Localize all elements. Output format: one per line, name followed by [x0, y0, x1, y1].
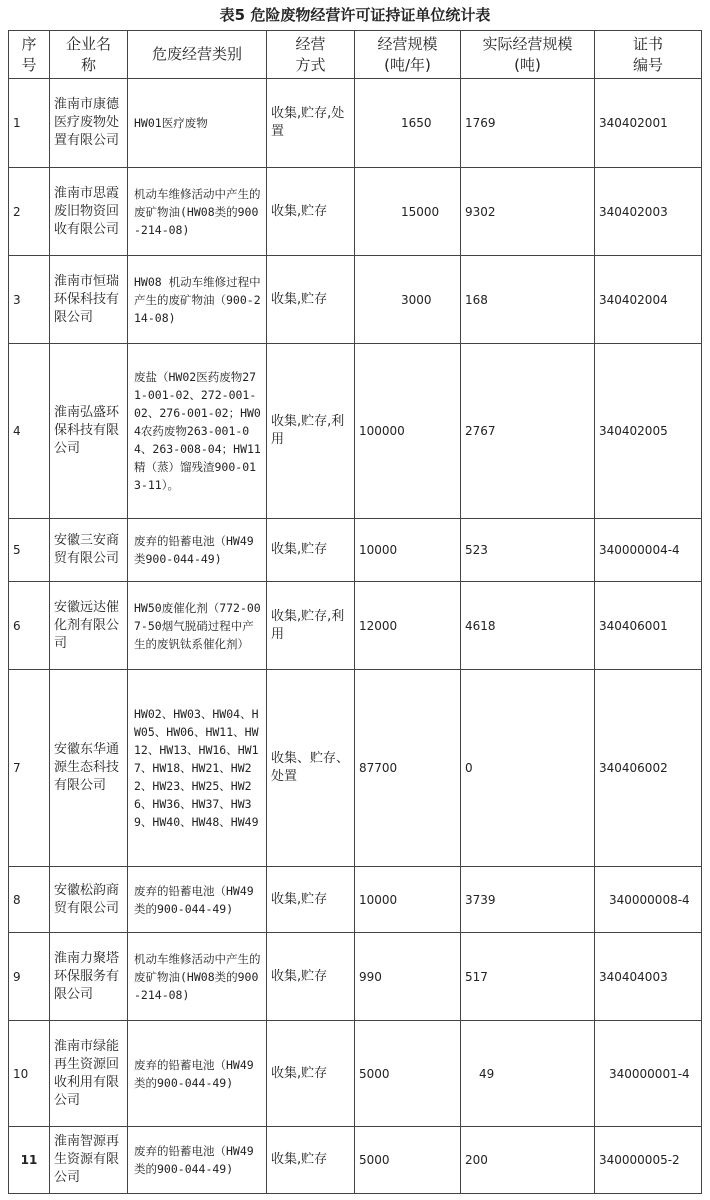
cell-seq: 11	[9, 1127, 50, 1194]
cell-company: 淮南力聚塔环保服务有限公司	[50, 933, 128, 1021]
cell-scale: 15000	[355, 168, 461, 256]
cell-category: 机动车维修活动中产生的废矿物油(HW08类的900-214-08)	[128, 168, 267, 256]
cell-seq: 1	[9, 79, 50, 168]
table-row	[9, 867, 702, 933]
cell-seq: 7	[9, 670, 50, 867]
cell-scale: 100000	[355, 344, 461, 519]
cell-company: 安徽三安商贸有限公司	[50, 519, 128, 582]
cell-company: 淮南弘盛环保科技有限公司	[50, 344, 128, 519]
cell-mode: 收集、贮存、处置	[267, 670, 355, 867]
cell-cert: 340402005	[595, 344, 702, 519]
cell-actual: 9302	[461, 168, 595, 256]
cell-cert: 340406002	[595, 670, 702, 867]
cell-company: 安徽松韵商贸有限公司	[50, 867, 128, 933]
cell-cert: 340000004-4	[595, 519, 702, 582]
cell-actual: 517	[461, 933, 595, 1021]
cell-scale: 10000	[355, 519, 461, 582]
cell-actual: 2767	[461, 344, 595, 519]
cell-category: 废盐（HW02医药废物271-001-02、272-001-02、276-001-02；HW04农药废物263-001-04、263-008-04；HW11精（蒸）馏残渣900-013-11）。	[128, 344, 267, 519]
cell-actual: 49	[461, 1021, 595, 1127]
table-row	[9, 670, 702, 867]
header-category: 危废经营类别	[128, 31, 267, 79]
cell-scale: 87700	[355, 670, 461, 867]
cell-mode: 收集,贮存	[267, 1127, 355, 1194]
table-row	[9, 256, 702, 344]
cell-company: 淮南市绿能再生资源回收利用有限公司	[50, 1021, 128, 1127]
cell-mode: 收集,贮存	[267, 256, 355, 344]
cell-category: 废弃的铅蓄电池（HW49类的900-044-49)	[128, 1021, 267, 1127]
cell-cert: 340000001-4	[595, 1021, 702, 1127]
cell-seq: 5	[9, 519, 50, 582]
cell-seq: 2	[9, 168, 50, 256]
header-company: 企业名 称	[50, 31, 128, 79]
cell-seq: 6	[9, 582, 50, 670]
cell-scale: 3000	[355, 256, 461, 344]
cell-mode: 收集,贮存,利用	[267, 344, 355, 519]
cell-category: 机动车维修活动中产生的废矿物油(HW08类的900-214-08)	[128, 933, 267, 1021]
cell-mode: 收集,贮存	[267, 168, 355, 256]
cell-company: 安徽东华通源生态科技有限公司	[50, 670, 128, 867]
table-title: 表5 危险废物经营许可证持证单位统计表	[219, 6, 491, 24]
cell-scale: 1650	[355, 79, 461, 168]
cell-company: 安徽远达催化剂有限公司	[50, 582, 128, 670]
cell-seq: 4	[9, 344, 50, 519]
cell-seq: 9	[9, 933, 50, 1021]
table-row	[9, 168, 702, 256]
cell-actual: 523	[461, 519, 595, 582]
cell-actual: 1769	[461, 79, 595, 168]
cell-company: 淮南市康德医疗废物处置有限公司	[50, 79, 128, 168]
cell-cert: 340000005-2	[595, 1127, 702, 1194]
cell-seq: 3	[9, 256, 50, 344]
cell-actual: 3739	[461, 867, 595, 933]
cell-category: HW50废催化剂（772-007-50烟气脱硝过程中产生的废钒钛系催化剂）	[128, 582, 267, 670]
header-actual: 实际经营规模 (吨)	[461, 31, 595, 79]
cell-actual: 168	[461, 256, 595, 344]
cell-company: 淮南市恒瑞环保科技有限公司	[50, 256, 128, 344]
cell-mode: 收集,贮存	[267, 867, 355, 933]
cell-company: 淮南市思霞废旧物资回收有限公司	[50, 168, 128, 256]
cell-scale: 990	[355, 933, 461, 1021]
cell-scale: 5000	[355, 1021, 461, 1127]
cell-mode: 收集,贮存	[267, 519, 355, 582]
cell-category: 废弃的铅蓄电池（HW49类的900-044-49)	[128, 867, 267, 933]
cell-actual: 0	[461, 670, 595, 867]
cell-mode: 收集,贮存	[267, 1021, 355, 1127]
cell-mode: 收集,贮存,利用	[267, 582, 355, 670]
cell-scale: 12000	[355, 582, 461, 670]
cell-category: HW01医疗废物	[128, 79, 267, 168]
table-row	[9, 582, 702, 670]
header-row	[9, 31, 702, 79]
table-row	[9, 1127, 702, 1194]
table-row	[9, 1021, 702, 1127]
cell-mode: 收集,贮存	[267, 933, 355, 1021]
cell-company: 淮南智源再生资源有限公司	[50, 1127, 128, 1194]
cell-cert: 340404003	[595, 933, 702, 1021]
cell-seq: 8	[9, 867, 50, 933]
permit-table	[8, 30, 702, 1194]
cell-category: 废弃的铅蓄电池（HW49类900-044-49)	[128, 519, 267, 582]
table-row	[9, 79, 702, 168]
cell-category: HW02、HW03、HW04、HW05、HW06、HW11、HW12、HW13、HW16、HW17、HW18、HW21、HW22、HW23、HW25、HW26、HW36、HW37、HW39、HW40、HW48、HW49	[128, 670, 267, 867]
cell-cert: 340000008-4	[595, 867, 702, 933]
header-cert: 证书 编号	[595, 31, 702, 79]
table-row	[9, 933, 702, 1021]
cell-actual: 4618	[461, 582, 595, 670]
cell-mode: 收集,贮存,处置	[267, 79, 355, 168]
table-row	[9, 519, 702, 582]
header-scale: 经营规模 (吨/年)	[355, 31, 461, 79]
cell-actual: 200	[461, 1127, 595, 1194]
cell-cert: 340402001	[595, 79, 702, 168]
header-seq: 序 号	[9, 31, 50, 79]
table-row	[9, 344, 702, 519]
cell-cert: 340406001	[595, 582, 702, 670]
cell-seq: 10	[9, 1021, 50, 1127]
cell-scale: 5000	[355, 1127, 461, 1194]
cell-category: 废弃的铅蓄电池（HW49类的900-044-49)	[128, 1127, 267, 1194]
cell-scale: 10000	[355, 867, 461, 933]
cell-cert: 340402004	[595, 256, 702, 344]
cell-cert: 340402003	[595, 168, 702, 256]
cell-category: HW08 机动车维修过程中产生的废矿物油（900-214-08)	[128, 256, 267, 344]
header-mode: 经营 方式	[267, 31, 355, 79]
